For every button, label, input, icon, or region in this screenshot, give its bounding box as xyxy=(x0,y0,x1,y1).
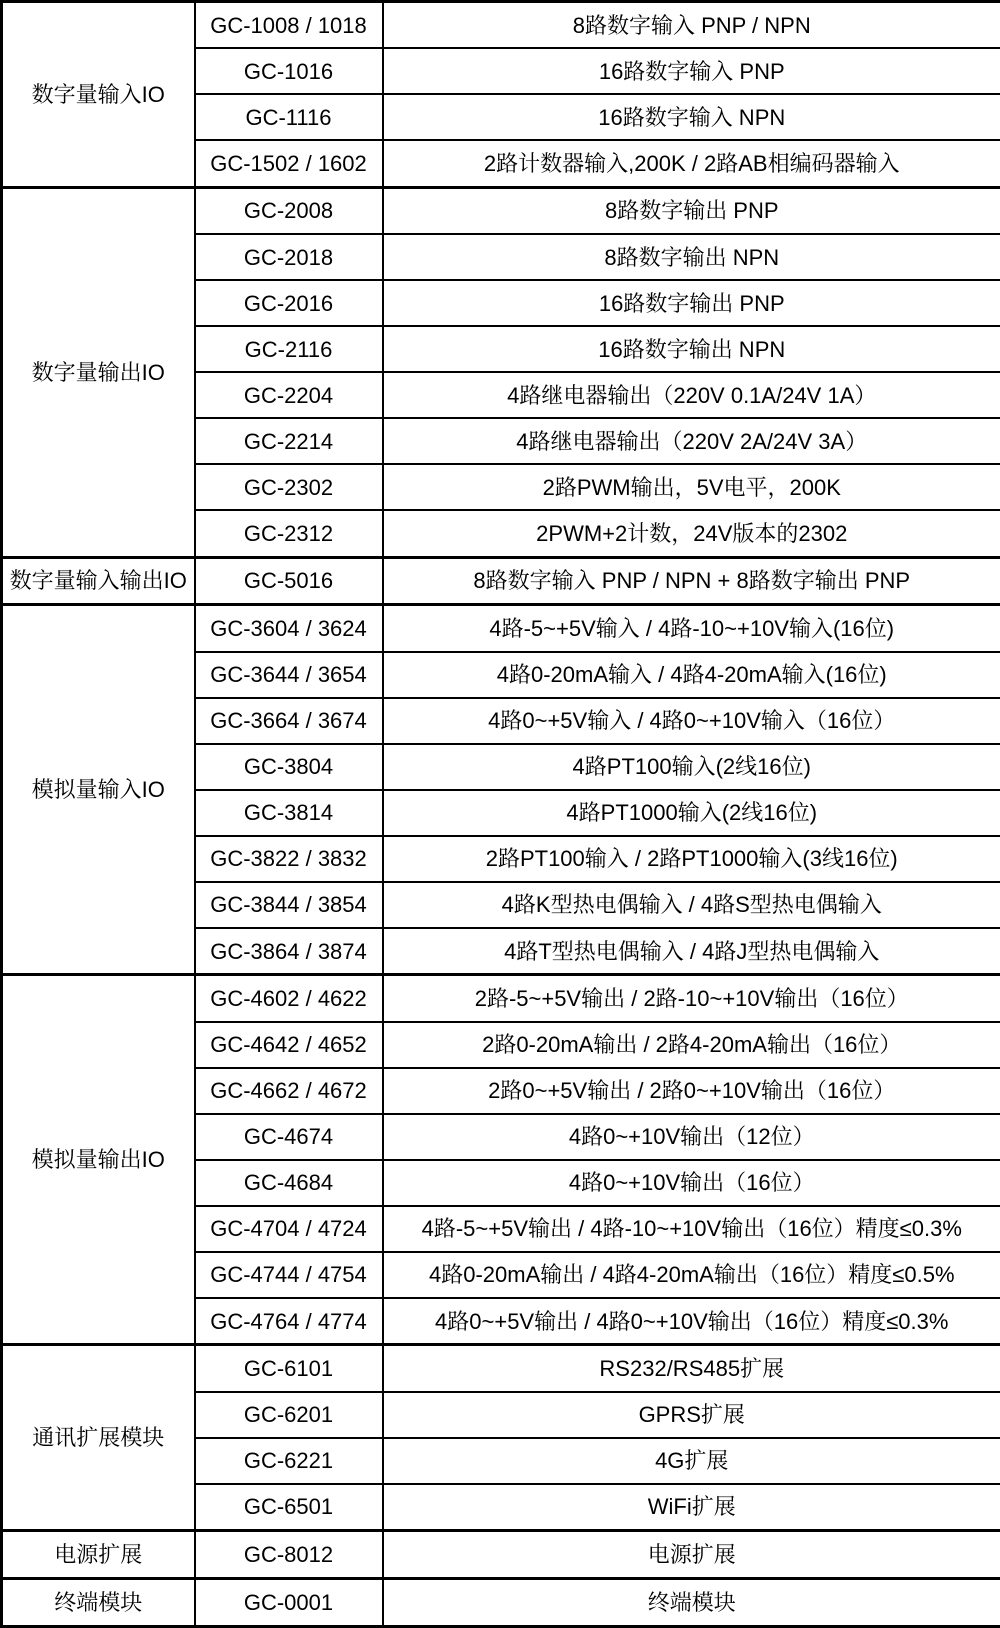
table-row xyxy=(2,605,1000,652)
description-cell: RS232/RS485扩展 xyxy=(383,1345,1000,1392)
io-module-table-body xyxy=(2,2,1000,1627)
model-cell: GC-2204 xyxy=(195,372,383,418)
description-cell: 2路0-20mA输出 / 2路4-20mA输出（16位） xyxy=(383,1022,1000,1068)
description-cell: 4路0~+10V输出（12位） xyxy=(383,1114,1000,1160)
category-cell: 电源扩展 xyxy=(2,1531,195,1579)
model-cell: GC-4704 / 4724 xyxy=(195,1206,383,1252)
model-cell: GC-6101 xyxy=(195,1345,383,1392)
model-cell: GC-3822 / 3832 xyxy=(195,836,383,882)
description-cell: 2PWM+2计数，24V版本的2302 xyxy=(383,510,1000,557)
description-cell: 4路0-20mA输出 / 4路4-20mA输出（16位）精度≤0.5% xyxy=(383,1252,1000,1298)
table-row xyxy=(2,975,1000,1022)
model-cell: GC-2016 xyxy=(195,280,383,326)
description-cell: 2路PT100输入 / 2路PT1000输入(3线16位) xyxy=(383,836,1000,882)
model-cell: GC-3644 / 3654 xyxy=(195,652,383,698)
description-cell: 16路数字输出 NPN xyxy=(383,326,1000,372)
description-cell: 4路0-20mA输入 / 4路4-20mA输入(16位) xyxy=(383,652,1000,698)
model-cell: GC-2116 xyxy=(195,326,383,372)
category-cell: 模拟量输出IO xyxy=(2,975,195,1345)
model-cell: GC-4662 / 4672 xyxy=(195,1068,383,1114)
category-cell: 数字量输入输出IO xyxy=(2,557,195,605)
category-cell: 数字量输入IO xyxy=(2,2,195,188)
description-cell: GPRS扩展 xyxy=(383,1392,1000,1438)
description-cell: 4路-5~+5V输入 / 4路-10~+10V输入(16位) xyxy=(383,605,1000,652)
category-cell: 通讯扩展模块 xyxy=(2,1345,195,1531)
description-cell: 8路数字输入 PNP / NPN xyxy=(383,2,1000,49)
description-cell: 4路T型热电偶输入 / 4路J型热电偶输入 xyxy=(383,928,1000,975)
category-cell: 模拟量输入IO xyxy=(2,605,195,975)
model-cell: GC-4764 / 4774 xyxy=(195,1298,383,1345)
description-cell: 2路0~+5V输出 / 2路0~+10V输出（16位） xyxy=(383,1068,1000,1114)
model-cell: GC-3814 xyxy=(195,790,383,836)
model-cell: GC-1008 / 1018 xyxy=(195,2,383,49)
model-cell: GC-6501 xyxy=(195,1484,383,1531)
model-cell: GC-3844 / 3854 xyxy=(195,882,383,928)
table-row xyxy=(2,2,1000,49)
description-cell: 8路数字输出 NPN xyxy=(383,234,1000,280)
model-cell: GC-1116 xyxy=(195,94,383,140)
table-row xyxy=(2,557,1000,605)
model-cell: GC-3664 / 3674 xyxy=(195,698,383,744)
model-cell: GC-4744 / 4754 xyxy=(195,1252,383,1298)
description-cell: 8路数字输出 PNP xyxy=(383,187,1000,234)
description-cell: 4路0~+5V输入 / 4路0~+10V输入（16位） xyxy=(383,698,1000,744)
description-cell: 4G扩展 xyxy=(383,1438,1000,1484)
model-cell: GC-8012 xyxy=(195,1531,383,1579)
category-cell: 数字量输出IO xyxy=(2,187,195,557)
model-cell: GC-6221 xyxy=(195,1438,383,1484)
description-cell: WiFi扩展 xyxy=(383,1484,1000,1531)
table-row xyxy=(2,1531,1000,1579)
description-cell: 4路继电器输出（220V 2A/24V 3A） xyxy=(383,418,1000,464)
description-cell: 4路PT1000输入(2线16位) xyxy=(383,790,1000,836)
model-cell: GC-1502 / 1602 xyxy=(195,140,383,187)
description-cell: 4路0~+5V输出 / 4路0~+10V输出（16位）精度≤0.3% xyxy=(383,1298,1000,1345)
model-cell: GC-4642 / 4652 xyxy=(195,1022,383,1068)
description-cell: 16路数字输入 NPN xyxy=(383,94,1000,140)
model-cell: GC-2312 xyxy=(195,510,383,557)
description-cell: 终端模块 xyxy=(383,1578,1000,1626)
category-cell: 终端模块 xyxy=(2,1578,195,1626)
model-cell: GC-4684 xyxy=(195,1160,383,1206)
description-cell: 4路-5~+5V输出 / 4路-10~+10V输出（16位）精度≤0.3% xyxy=(383,1206,1000,1252)
table-row xyxy=(2,1345,1000,1392)
description-cell: 4路0~+10V输出（16位） xyxy=(383,1160,1000,1206)
model-cell: GC-4602 / 4622 xyxy=(195,975,383,1022)
model-cell: GC-1016 xyxy=(195,48,383,94)
description-cell: 8路数字输入 PNP / NPN + 8路数字输出 PNP xyxy=(383,557,1000,605)
model-cell: GC-2008 xyxy=(195,187,383,234)
model-cell: GC-5016 xyxy=(195,557,383,605)
description-cell: 16路数字输入 PNP xyxy=(383,48,1000,94)
description-cell: 电源扩展 xyxy=(383,1531,1000,1579)
model-cell: GC-3864 / 3874 xyxy=(195,928,383,975)
model-cell: GC-0001 xyxy=(195,1578,383,1626)
description-cell: 2路PWM输出，5V电平，200K xyxy=(383,464,1000,510)
description-cell: 4路K型热电偶输入 / 4路S型热电偶输入 xyxy=(383,882,1000,928)
description-cell: 4路PT100输入(2线16位) xyxy=(383,744,1000,790)
model-cell: GC-3804 xyxy=(195,744,383,790)
description-cell: 2路计数器输入,200K / 2路AB相编码器输入 xyxy=(383,140,1000,187)
model-cell: GC-4674 xyxy=(195,1114,383,1160)
table-row xyxy=(2,187,1000,234)
model-cell: GC-3604 / 3624 xyxy=(195,605,383,652)
description-cell: 4路继电器输出（220V 0.1A/24V 1A） xyxy=(383,372,1000,418)
description-cell: 2路-5~+5V输出 / 2路-10~+10V输出（16位） xyxy=(383,975,1000,1022)
table-row xyxy=(2,1578,1000,1626)
model-cell: GC-2214 xyxy=(195,418,383,464)
model-cell: GC-6201 xyxy=(195,1392,383,1438)
model-cell: GC-2302 xyxy=(195,464,383,510)
description-cell: 16路数字输出 PNP xyxy=(383,280,1000,326)
model-cell: GC-2018 xyxy=(195,234,383,280)
